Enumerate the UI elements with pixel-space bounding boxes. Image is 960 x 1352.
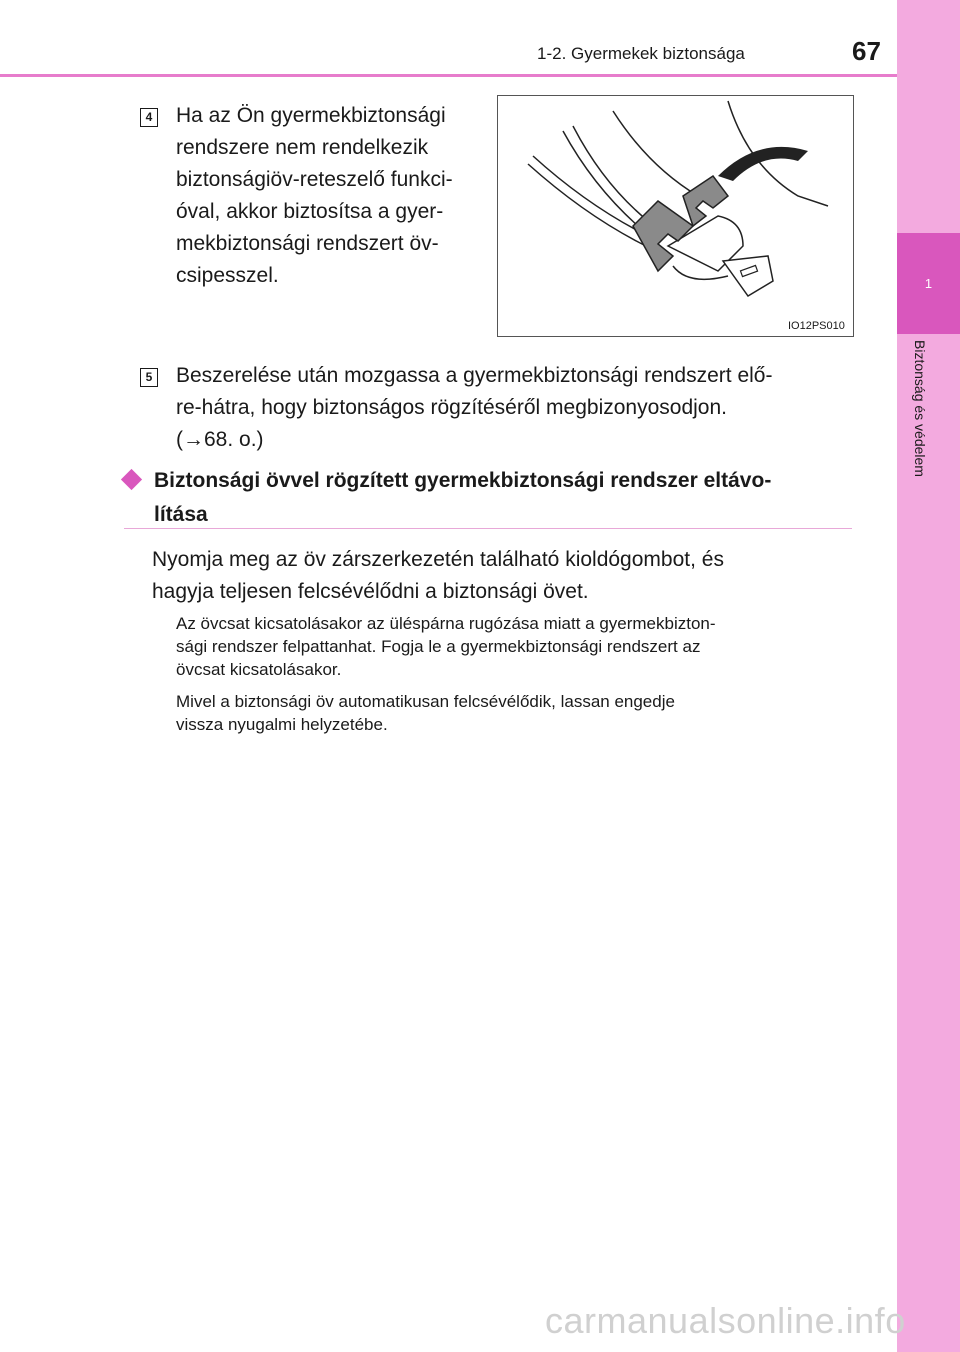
step-5-line: Beszerelése után mozgassa a gyermekbiztonsági rendszert elő- (176, 364, 773, 387)
step-4-line: mekbiztonsági rendszert öv- (176, 232, 439, 255)
watermark: carmanualsonline.info (545, 1300, 906, 1341)
step-4-badge: 4 (140, 108, 158, 127)
step-5-text (176, 360, 846, 456)
heading-rule (124, 528, 852, 529)
step-4-line: csipesszel. (176, 264, 279, 287)
section-title: 1-2. Gyermekek biztonsága (537, 44, 745, 63)
section-heading-line: lítása (154, 503, 208, 526)
step-5-line: re-hátra, hogy biztonságos rögzítéséről megbizonyosodjon. (176, 396, 727, 419)
belt-clip-illustration (497, 95, 854, 337)
note-1-line: övcsat kicsatolásakor. (176, 660, 342, 679)
step-4-line: óval, akkor biztosítsa a gyer- (176, 200, 444, 223)
section-body-line: hagyja teljesen felcsévélődni a biztonsági övet. (152, 580, 589, 603)
chapter-sidebar (897, 0, 960, 1352)
note-1-line: sági rendszer felpattanhat. Fogja le a gyermekbiztonsági rendszert az (176, 637, 701, 656)
note-1-line: Az övcsat kicsatolásakor az üléspárna rugózása miatt a gyermekbizton- (176, 614, 716, 633)
chapter-number: 1 (924, 276, 933, 291)
step-5-line: (→68. o.) (176, 428, 264, 451)
section-heading (154, 464, 849, 532)
step-4-text (176, 100, 486, 292)
note-2-line: Mivel a biztonsági öv automatikusan felcsévélődik, lassan engedje (176, 692, 675, 711)
section-body-line: Nyomja meg az öv zárszerkezetén található kioldógombot, és (152, 548, 724, 571)
step-5-badge: 5 (140, 368, 158, 387)
note-1 (176, 612, 846, 681)
note-2 (176, 690, 846, 736)
header-rule (0, 74, 897, 77)
section-heading-line: Biztonsági övvel rögzített gyermekbiztonsági rendszer eltávo- (154, 469, 772, 492)
step-4-line: Ha az Ön gyermekbiztonsági (176, 104, 446, 127)
chapter-title: Biztonság és védelem (912, 340, 928, 477)
heading-diamond-icon (121, 469, 142, 490)
page-number: 67 (852, 36, 881, 66)
figure-label: IO12PS010 (788, 320, 845, 332)
belt-clip-drawing (498, 96, 853, 336)
step-4-line: rendszere nem rendelkezik (176, 136, 429, 159)
note-2-line: vissza nyugalmi helyzetébe. (176, 715, 388, 734)
section-body (152, 544, 847, 608)
step-4-line: biztonságiöv-reteszelő funkci- (176, 168, 453, 191)
